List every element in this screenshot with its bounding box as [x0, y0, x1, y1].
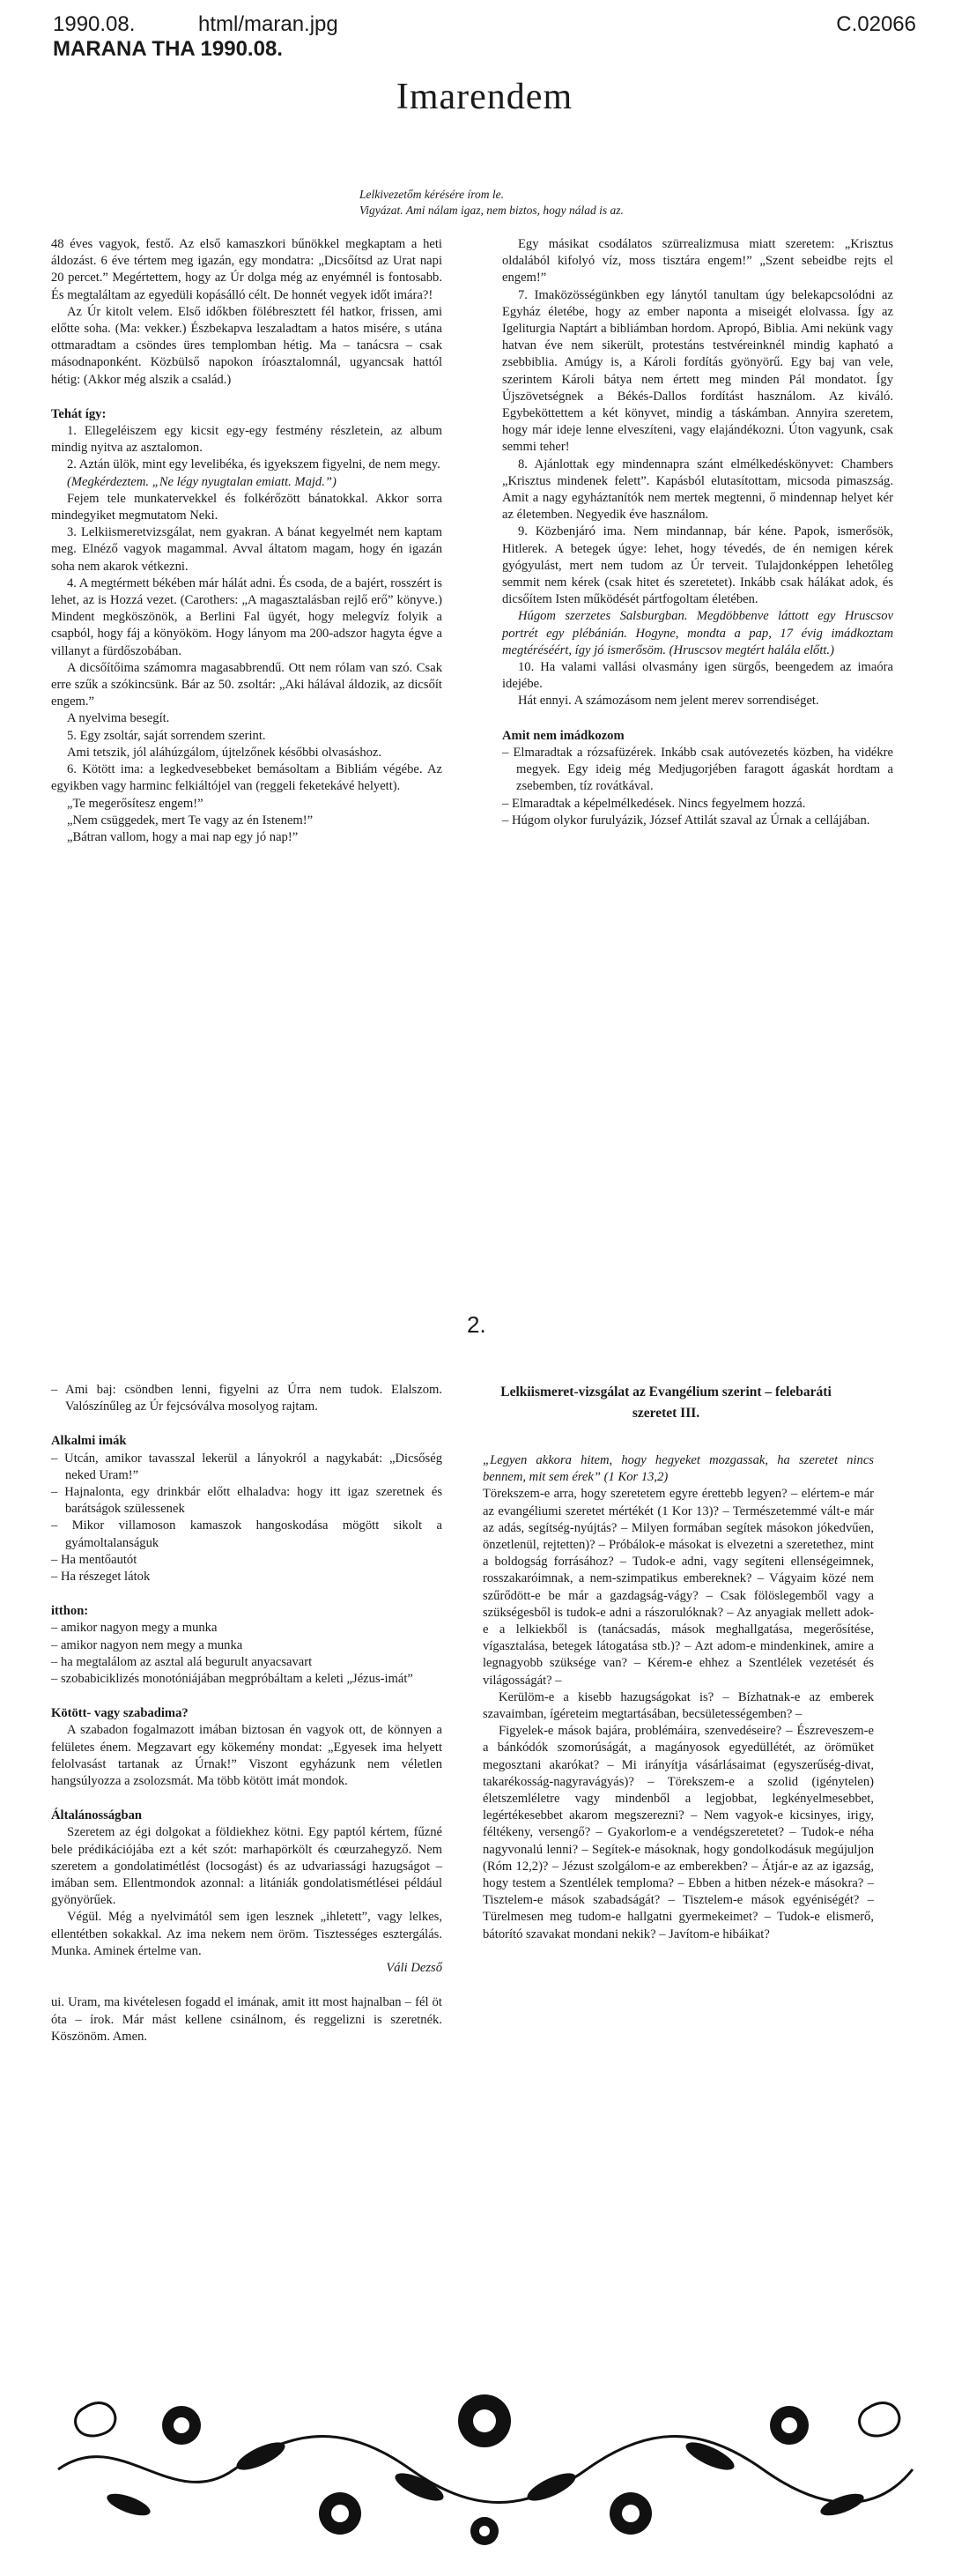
column-3: [51, 1382, 442, 2045]
paragraph: Törekszem-e arra, hogy szeretetem egyre érettebb legyen? – elértem-e már az evangéliumi szeretet mértékét (1 Kor 13)? – Természetemmé vált-e már az adás, segítség-nyújtás? – Milyen formában segítek másokon jókedvűen, önzetlenül, rejtetten)? – Próbálok-e másokat is elvezetni a szeretethez, mint a boldogság forrásához? – Tudok-e adni, vagy segíteni ellenségeimnek, rosszakaróimnak, a nem-szimpatikus embereknek? – Vágyaim közé nem szűrődött-e be már a gazdagság-vágy? – Csak fölöslegemből vagy a szükségesből is tudok-e adni a rászorulóknak? – Az anyagiak mellett adok-e a lelkiekből is (tanácsadás, mások meghallgatása, megerősítése, vígasztalása, betegek látogatása stb.)? – Azt adom-e mindenkinek, amire a legnagyobb szüksége van? – Kérem-e ehhez a Szentlélek vezetését és világosságát? –: [483, 1487, 874, 1688]
spacer: [51, 1986, 442, 1994]
folk-floral-ornament: [49, 2372, 920, 2562]
paragraph: – Ami baj: csöndben lenni, figyelni az Úrra nem tudok. Elalszom. Valószínűleg az Úr fejcsóválva mosolyog rajtam.: [51, 1383, 442, 1414]
paragraph: 10. Ha valami vallási olvasmány igen sürgős, beengedem az imaóra idejébe.: [502, 660, 893, 692]
paragraph: A szabadon fogalmazott imában biztosan én vagyok ott, de könnyen a felületes énem. Megzavart egy kökemény mondat: „Egyesek ima helyett felolvasást tartanak az Úrnak!” Viszont egyházunk nem véletlen hangsúlyozza a zsolozsmát. Ma több kötött imát mondok.: [51, 1723, 442, 1789]
paragraph: Egy másikat csodálatos szürrealizmusa miatt szeretem: „Krisztus oldalából kifolyó víz, moss tisztára engem!” „Szent sebeidbe rejts el engem!”: [502, 237, 893, 286]
paragraph: Húgom szerzetes Salsburgban. Megdöbbenve láttott egy Hruscsov portrét egy plébánián. Hogyne, mondta a pap, 17 évig imádkoztam megtéréséért, így jó ismerősöm. (Hruscsov megtért halála előtt.): [502, 609, 893, 657]
paragraph: – ha megtalálom az asztal alá begurult anyacsavart: [51, 1654, 313, 1669]
page-number: 2.: [467, 1311, 486, 1338]
paragraph: 9. Közbenjáró ima. Nem mindannap, bár kéne. Papok, ismerősök, Hitlerek. A betegek úgye: lehet, hogy tévedés, de én nemigen kérek gyógyulást, mert nem tudom az Úr terveit. Tulajdonképpen lehetőleg semmit nem kérek (csak hitet és szeretetet). Inkább csak hálákat adok, és dicsőítem Isten működését pártfogoltam életében.: [502, 524, 893, 607]
epigraph: [359, 187, 888, 219]
paragraph: (Megkérdeztem. „Ne légy nyugtalan emiatt. Majd.”): [67, 474, 337, 489]
paragraph: „Te megerősítesz engem!”: [67, 796, 203, 811]
epigraph-line: Lelkivezetőm kérésére írom le.: [359, 188, 504, 201]
column-4: [483, 1452, 874, 1943]
spacer: [502, 710, 893, 719]
spacer: [51, 1790, 442, 1799]
paragraph: – Mikor villamoson kamaszok hangoskodása mögött sikolt a gyámoltalanságuk: [51, 1518, 442, 1550]
section-heading: Általánosságban: [51, 1808, 142, 1823]
paragraph: – Elmaradtak a rózsafüzérek. Inkább csak autóvezetés közben, ha vidékre megyek. Egy ideig még Medjugorjében faragott ágaskát hordtam a zsebemben, tíz rovátkával.: [502, 745, 893, 794]
paragraph: 3. Lelkiismeretvizsgálat, nem gyakran. A bánat kegyelmét nem kaptam meg. Elnéző vagyok magammal. Avval áltatom magam, hogy én igazán soha nem akarok vétkezni.: [51, 525, 442, 574]
section-heading: Kötött- vagy szabadima?: [51, 1706, 189, 1721]
column-2: [502, 236, 893, 829]
paragraph: Figyelek-e mások bajára, problémáira, szenvedéseire? – Észreveszem-e a bánkódók szomorúságát, a magányosok egyedüllétét, az örömüket megosztani akarókat? – Mi irányítja vásárlásaimat (egyszerűség-divat, takarékosság-nagyravágyás)? – Törekszem-e a szolid (igénytelen) életszemléletre vagy mindenből a legjobbat, legkényelmesebbet, legértékesebbet akarom megszerezni? – Nem vagyok-e kicsinyes, irigy, féltékeny, versengő? – Gyakorlom-e a vendégszeretetet? – Tudok-e néha nagyvonalú lenni? – Segítek-e másoknak, hogy gondolkodásuk megújuljon (Róm 12,2)? – Jézust szolgálom-e az emberekben? – Átjár-e az az igazság, hogy testem a Szentlélek temploma? – Ebben a hitben nézek-e másokra? – Tisztelem-e mások szabadságát? – Tisztelem-e mások egyéniségét? – Türelmesen meg tudom-e hallgatni gyermekeimet? – Tudok-e elismerő, bátorító szavakat mondani nekik? – Javítom-e hibáikat?: [483, 1724, 874, 1941]
spacer: [51, 1977, 442, 1986]
paragraph: – amikor nagyon nem megy a munka: [51, 1637, 243, 1652]
paragraph: – Húgom olykor furulyázik, József Attilát szaval az Úrnak a cellájában.: [502, 813, 870, 828]
paragraph: A dicsőítőima számomra magasabbrendű. Ott nem rólam van szó. Csak erre szűk a szókincsünk. Bár az 50. zsoltár: „Aki hálával áldozik, az dicsőít engem.”: [51, 660, 442, 709]
paragraph: 8. Ajánlottak egy mindennapra szánt elmélkedéskönyvet: Chambers „Krisztus mindenek felett”. Kapásból elutasítottam, micsoda pimaszság. Amit a nagy egyháztanítók nem mertek megtenni, ő mindennap helyet kér az életemben. Negyedik éve használom.: [502, 457, 893, 523]
paragraph: 4. A megtérmett békében már hálát adni. És csoda, de a bajért, rosszért is lehet, az is Hozzá vezet. (Carothers: „A magasztalásban rejlő erő” könyve.) Mindent megköszönök, a Berlini Fal ügyét, hogy melegvíz folyik a csapból, hogy fáj a könyököm. Hogy lányom ma 200-adszor hagyta égve a villanyt a fürdőszobában.: [51, 575, 442, 658]
paragraph: – Hajnalonta, egy drinkbár előtt elhaladva: hogy itt igaz szeretnek és barátságok szülessenek: [51, 1485, 442, 1517]
paragraph: – Elmaradtak a képelmélkedések. Nincs fegyelmem hozzá.: [502, 796, 806, 811]
paragraph: Hát ennyi. A számozásom nem jelent merev sorrendiséget.: [518, 694, 819, 709]
paragraph: 48 éves vagyok, festő. Az első kamaszkori bűnökkel megkaptam a heti áldozást. 6 éve tértem meg igazán, egy mondatra: „Dicsőítsd az Urat napi 20 percet.” Megértettem, hogy az Úr dolga még az enyémnél is fontosabb. És megtaláltam az egyedüli kopásálló célt. De honnét vegyek időt imára?!: [51, 237, 442, 302]
paragraph: Kerülöm-e a kisebb hazugságokat is? – Bízhatnak-e az emberek szavaimban, ígéreteim megtartásában, becsületességemben? –: [483, 1689, 874, 1722]
spacer: [51, 1585, 442, 1594]
paragraph: Fejem tele munkatervekkel és folkérőzött bánatokkal. Akkor sorra mindegyiket megmutatom Neki.: [51, 491, 442, 523]
paragraph: 1. Ellegeléiszem egy kicsit egy-egy festmény részletein, az album mindig nyitva az asztalomon.: [51, 424, 442, 456]
paragraph: – Utcán, amikor tavasszal lekerül a lányokról a nagykabát: „Dicsőség neked Uram!”: [51, 1451, 442, 1482]
paragraph: 2. Aztán ülök, mint egy levelibéka, és igyekszem figyelni, de nem megy.: [67, 457, 440, 472]
paragraph: ui. Uram, ma kivételesen fogadd el imának, amit itt most hajnalban – fél öt óta – írok. Már mást kellene csinálnom, és reggelizni is szeretnék. Köszönöm. Amen.: [51, 1995, 442, 2044]
section-heading: itthon:: [51, 1604, 89, 1619]
section-heading: Alkalmi imák: [51, 1434, 127, 1449]
section-heading: Amit nem imádkozom: [502, 728, 625, 743]
paragraph: Végül. Még a nyelvimától sem igen lesznek „ihletett”, vagy lelkes, ellentétben sokakkal. Az ima nekem nem öröm. Tisztességes esztergálás. Munka. Aminek értelme van.: [51, 1910, 442, 1958]
epigraph-line: Vigyázat. Ami nálam igaz, nem biztos, hogy nálad is az.: [359, 204, 624, 217]
header-publication: MARANA THA 1990.08.: [53, 37, 283, 61]
paragraph: A nyelvima besegít.: [67, 711, 170, 726]
paragraph: Váli Dezső: [386, 1961, 442, 1976]
paragraph: 6. Kötött ima: a legkedvesebbeket bemásoltam a Bibliám végébe. Az egyikben vagy harminc felkiáltójel van (reggeli feketekávé helyett).: [51, 762, 442, 794]
spacer: [51, 1415, 442, 1424]
article-title: Imarendem: [396, 77, 573, 117]
paragraph: – szobabiciklizés monotóniájában megpróbáltam a keleti „Jézus-imát”: [51, 1672, 413, 1687]
section-heading: Tehát így:: [51, 406, 107, 421]
paragraph: Szeretem az égi dolgokat a földiekhez kötni. Egy paptól kértem, fűzné bele prédikációjába ezt a két szót: marhapörkölt és cœurzahegyző. Nem szeretem a gondolatimétlést (locsogást) és az udvariassági hazugságot – imában sem. Ellentmondok azonnal: a litániák gondolatismétlései például gyönyörűek.: [51, 1825, 442, 1908]
paragraph: Ami tetszik, jól aláhúzgálom, újtelzőnek későbbi olvasáshoz.: [67, 745, 382, 760]
document-header: [53, 12, 916, 62]
paragraph: Az Úr kitolt velem. Első időkben fölébresztett fél hatkor, frissen, ami előtte soha. (Ma: vekker.) Észbekapva leszaladtam a hatos misére, s utána ottmaradtam a csöndes üres templomban hétig. Ma – tanácsra – csak másodnaponként. Közbülső napokon íróasztalomnál, ugyancsak hattól hétig: (Akkor még alszik a család.): [51, 304, 442, 387]
spacer: [51, 1688, 442, 1696]
paragraph: – amikor nagyon megy a munka: [51, 1621, 218, 1636]
paragraph: „Nem csüggedek, mert Te vagy az én Istenem!”: [67, 813, 314, 828]
paragraph: „Bátran vallom, hogy a mai nap egy jó nap!”: [67, 829, 299, 844]
spacer: [51, 389, 442, 397]
paragraph: 7. Imaközösségünkben egy lánytól tanultam úgy belekapcsolódni az Egyház életébe, hogy az ember naponta a miseigét elolvassa. Így az Igeliturgia Naptárt a bibliámban hordom. Apropó, Biblia. Ami nekünk vagy hatvan éve nem sikerült, protestáns testvéreinknél mindig kapható a zsebbiblia. Amúgy is, a Károli fordítás gyönyörű. Egy baj van vele, szerintem Károli bátya nem értett meg minden Pál mondatot. Így Újszövetségnek a Békés-Dallos fordítást használom. Az kiváló. Egybeköttettem a két könyvet, mindig a táskámban. Annyira szeretem, hogy már ideje lenne elveszíteni, vagy elajándékozni. Úton vagyunk, csak semmi teher!: [502, 287, 893, 455]
paragraph: – Ha mentőautót: [51, 1552, 137, 1567]
section-title: Lelkiismeret-vizsgálat az Evangélium szerint – felebaráti szeretet III.: [500, 1385, 832, 1421]
paragraph: 5. Egy zsoltár, saját sorrendem szerint.: [67, 728, 266, 743]
paragraph: „Legyen akkora hitem, hogy hegyeket mozgassak, ha szeretet nincs bennem, mit sem érek” (1 Kor 13,2): [483, 1453, 874, 1485]
header-file: html/maran.jpg: [198, 12, 338, 36]
paragraph: – Ha részeget látok: [51, 1570, 151, 1585]
header-code: C.02066: [836, 12, 916, 36]
column-1: [51, 236, 442, 846]
header-date: 1990.08.: [53, 12, 136, 36]
